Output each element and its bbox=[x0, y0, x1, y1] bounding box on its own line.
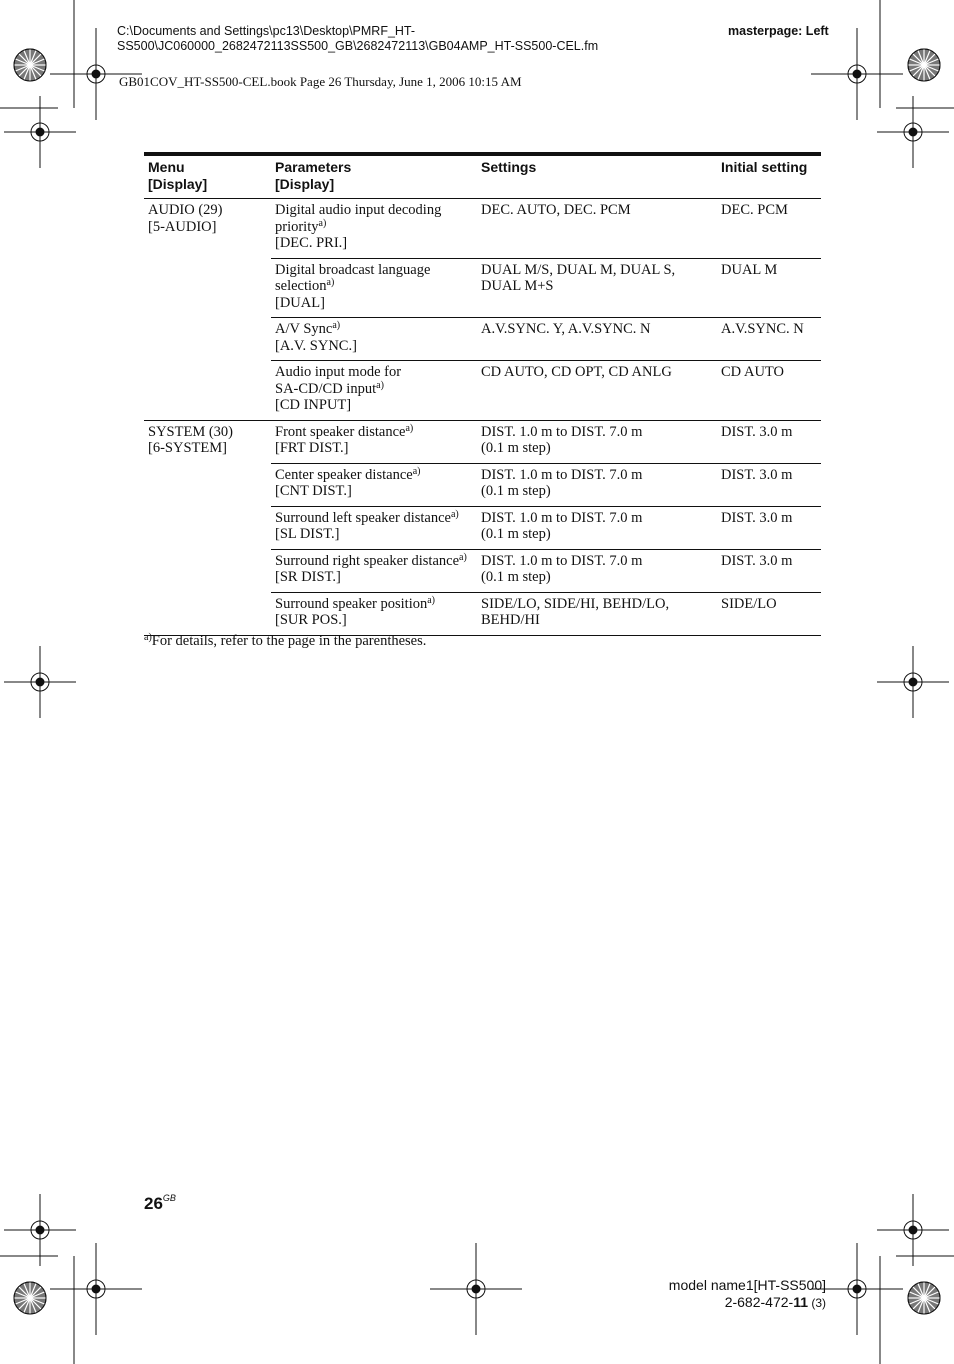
page-suffix: GB bbox=[162, 1193, 176, 1203]
parameter-display: [SUR POS.] bbox=[275, 612, 347, 628]
reg-mark-top-left-dot bbox=[92, 70, 100, 78]
settings-value: DEC. AUTO, DEC. PCM bbox=[481, 202, 631, 218]
footnote-ref: a) bbox=[412, 465, 421, 477]
settings-value: SIDE/LO, SIDE/HI, BEHD/LO, bbox=[481, 595, 670, 612]
settings-value: (0.1 m step) bbox=[481, 569, 551, 585]
settings-value: A.V.SYNC. Y, A.V.SYNC. N bbox=[481, 321, 651, 337]
parameter-cell bbox=[271, 420, 477, 463]
file-path-header bbox=[117, 24, 677, 54]
footnote-ref: a) bbox=[459, 551, 467, 563]
parameter-label: A/V Sync$^{a)}$ bbox=[275, 320, 341, 337]
parameter-label: Surround left speaker distance$^{a)}$ bbox=[275, 508, 459, 526]
footnote-ref: a) bbox=[405, 422, 414, 434]
reg-mark-left-mid-dot bbox=[36, 678, 44, 686]
parameter-cell bbox=[271, 592, 477, 635]
parameter-cell bbox=[271, 506, 477, 549]
parameter-label: selection$^{a)}$ bbox=[275, 277, 335, 294]
model-info bbox=[600, 1277, 826, 1312]
parameter-cell bbox=[271, 463, 477, 506]
book-info-line: GB01COV_HT-SS500-CEL.book Page 26 Thursday, June 1, 2006 10:15 AM bbox=[119, 74, 522, 89]
reg-mark-bottom-right-dot bbox=[853, 1285, 861, 1293]
initial-setting-cell: DEC. PCM bbox=[717, 199, 821, 259]
settings-cell bbox=[477, 361, 717, 421]
settings-cell bbox=[477, 258, 717, 318]
reg-mark-right-lower-dot bbox=[909, 1226, 917, 1234]
settings-value: CD AUTO, CD OPT, CD ANLG bbox=[481, 364, 672, 380]
settings-value: DIST. 1.0 m to DIST. 7.0 m bbox=[481, 466, 643, 483]
menu-cell bbox=[144, 420, 271, 635]
reg-mark-left-lower-dot bbox=[36, 1226, 44, 1234]
reg-mark-bottom-center-dot bbox=[472, 1285, 480, 1293]
settings-value: (0.1 m step) bbox=[481, 483, 551, 499]
header-initial-setting: Initial setting bbox=[717, 154, 821, 199]
parameter-cell bbox=[271, 318, 477, 361]
parameter-label: Surround right speaker distance$^{a)}$ bbox=[275, 551, 467, 569]
parameter-label: SA-CD/CD input$^{a)}$ bbox=[275, 379, 384, 397]
reg-mark-right-mid-dot bbox=[909, 678, 917, 686]
settings-value: DIST. 1.0 m to DIST. 7.0 m bbox=[481, 423, 643, 440]
initial-setting-cell: DIST. 3.0 m bbox=[717, 506, 821, 549]
footnote-ref: a) bbox=[318, 217, 327, 229]
settings-value: DIST. 1.0 m to DIST. 7.0 m bbox=[481, 552, 643, 569]
footnote bbox=[144, 633, 426, 650]
footnote-ref: a) bbox=[332, 320, 341, 331]
initial-setting-cell: DUAL M bbox=[717, 258, 821, 318]
menu-label: SYSTEM (30) bbox=[148, 423, 233, 440]
file-path-line-1: C:\Documents and Settings\pc13\Desktop\PMRF_HT- bbox=[117, 24, 416, 38]
footnote-ref: a) bbox=[450, 508, 459, 520]
model-name: model name1[HT-SS500] bbox=[668, 1277, 826, 1293]
footnote-marker: a) bbox=[144, 632, 152, 643]
parameter-display: [DUAL] bbox=[275, 294, 325, 311]
parameter-display: [DEC. PRI.] bbox=[275, 235, 348, 251]
settings-cell bbox=[477, 420, 717, 463]
settings-value: DIST. 1.0 m to DIST. 7.0 m bbox=[481, 509, 643, 526]
parameter-display: [CNT DIST.] bbox=[275, 483, 352, 499]
header-parameters: Parameters [Display] bbox=[271, 154, 477, 199]
masterpage-label: masterpage: Left bbox=[728, 24, 829, 38]
file-path-line-2: SS500\JC060000_2682472113SS500_GB\2682472113\GB04AMP_HT-SS500-CEL.fm bbox=[117, 39, 599, 53]
settings-cell bbox=[477, 506, 717, 549]
parameter-display: [SR DIST.] bbox=[275, 569, 341, 585]
initial-setting-cell: A.V.SYNC. N bbox=[717, 318, 821, 361]
settings-cell bbox=[477, 463, 717, 506]
footnote-text: For details, refer to the page in the parentheses. bbox=[151, 633, 427, 649]
parameter-label: priority$^{a)}$ bbox=[275, 217, 327, 235]
footnote-ref: a) bbox=[326, 277, 335, 288]
menu-label: [6-SYSTEM] bbox=[148, 440, 227, 456]
parameter-display: [SL DIST.] bbox=[275, 526, 340, 542]
parameter-label: Digital broadcast language bbox=[275, 261, 431, 278]
page-number: $26^{GB}$ bbox=[144, 1193, 176, 1213]
part-number: 2-682-472-11 (3) bbox=[724, 1294, 826, 1310]
menu-cell bbox=[144, 199, 271, 421]
initial-setting-cell: DIST. 3.0 m bbox=[717, 463, 821, 506]
settings-cell bbox=[477, 318, 717, 361]
parameter-cell bbox=[271, 199, 477, 259]
parameter-cell bbox=[271, 549, 477, 592]
header-menu: Menu [Display] bbox=[144, 154, 271, 199]
settings-cell bbox=[477, 199, 717, 259]
reg-mark-left-upper-dot bbox=[36, 128, 44, 136]
reg-mark-right-upper-dot bbox=[909, 128, 917, 136]
initial-setting-cell: CD AUTO bbox=[717, 361, 821, 421]
settings-cell bbox=[477, 549, 717, 592]
parameter-label: Surround speaker position$^{a)}$ bbox=[275, 594, 436, 612]
parameter-cell bbox=[271, 361, 477, 421]
menu-label: [5-AUDIO] bbox=[148, 218, 217, 235]
parameter-display: [A.V. SYNC.] bbox=[275, 337, 357, 354]
parameter-label: Center speaker distance$^{a)}$ bbox=[275, 465, 421, 483]
settings-value: (0.1 m step) bbox=[481, 440, 551, 456]
settings-value: DUAL M+S bbox=[481, 278, 554, 294]
parameter-display: [CD INPUT] bbox=[275, 397, 352, 413]
initial-setting-cell: DIST. 3.0 m bbox=[717, 549, 821, 592]
footnote-ref: a) bbox=[427, 594, 436, 606]
parameter-label: Digital audio input decoding bbox=[275, 202, 442, 218]
settings-value: DUAL M/S, DUAL M, DUAL S, bbox=[481, 261, 676, 278]
initial-setting-cell: SIDE/LO bbox=[717, 592, 821, 635]
parameter-label: Audio input mode for bbox=[275, 364, 402, 380]
initial-setting-cell: DIST. 3.0 m bbox=[717, 420, 821, 463]
settings-value: BEHD/HI bbox=[481, 612, 540, 628]
settings-table bbox=[144, 152, 821, 636]
footnote-ref: a) bbox=[376, 379, 384, 391]
reg-mark-top-right-dot bbox=[853, 70, 861, 78]
reg-mark-bottom-left-dot bbox=[92, 1285, 100, 1293]
table-row bbox=[144, 420, 821, 463]
table-row bbox=[144, 199, 821, 259]
table-header-row bbox=[144, 154, 821, 199]
menu-label: AUDIO (29) bbox=[148, 202, 223, 218]
parameter-display: [FRT DIST.] bbox=[275, 440, 349, 456]
parameter-cell bbox=[271, 258, 477, 318]
parameter-label: Front speaker distance$^{a)}$ bbox=[275, 422, 414, 440]
settings-cell bbox=[477, 592, 717, 635]
header-settings: Settings bbox=[477, 154, 717, 199]
settings-value: (0.1 m step) bbox=[481, 526, 551, 542]
